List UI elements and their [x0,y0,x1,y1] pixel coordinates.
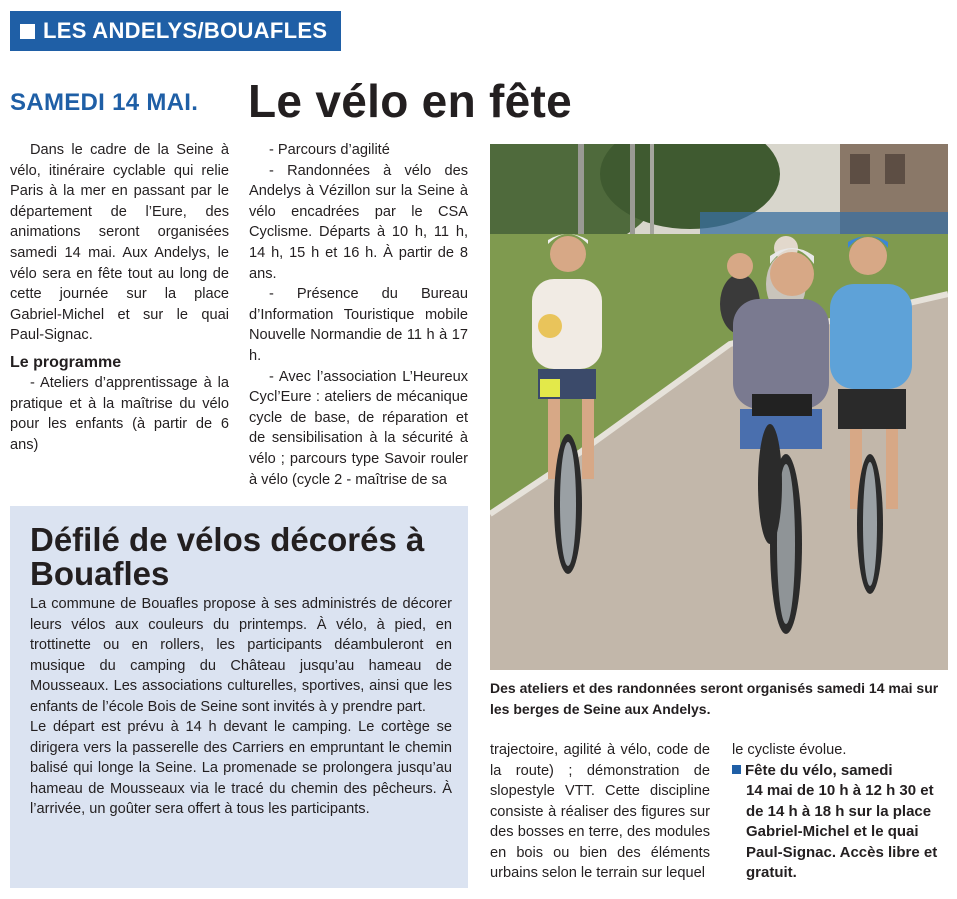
info-lead: Fête du vélo, samedi [745,761,893,779]
program-item: - Présence du Bureau d’Information Touristique mobile Nouvelle Normandie de 11 h à 17 h. [249,286,468,364]
photo-caption: Des ateliers et des randonnées seront organisés samedi 14 mai sur les berges de Seine aux Andelys. [490,680,939,717]
box-paragraph: La commune de Bouafles propose à ses administrés de décorer leurs vélos aux couleurs du printemps. À vélo, à pied, en trottinette ou en rollers, les participants déambuleront en musique du camping du Château jusqu’au hameau de Mousseaux. Les associations culturelles, sportives, ainsi que les enfants de l’école Bois de Seine sont invités à y prendre part. [30,596,452,715]
program-item: - Parcours d’agilité [269,142,390,158]
box-title: Défilé de vélos décorés à Bouafles [30,521,425,592]
program-item: - Ateliers d’apprentissage à la pratique et à la maîtrise du vélo pour les enfants (à partir de 6 ans) [10,374,229,453]
headline-kicker: SAMEDI 14 MAI. [10,89,199,116]
program-item: - Randonnées à vélo des Andelys à Vézillon sur la Seine à vélo encadrées par le CSA Cyclisme. Départs à 10 h, 11 h, 14 h, 15 h et 16 h. À partir de 8 ans. [249,162,468,282]
practical-info [732,761,952,884]
intro-paragraph: Dans le cadre de la Seine à vélo, itinéraire cyclable qui relie Paris à la mer en passant par le département de l’Eure, des animations seront organisées samedi 14 mai. Aux Andelys, le vélo sera en fête tout au long de cette journée sur la place Gabriel-Michel et sur le quai Paul-Signac. [10,142,229,344]
box-body [30,594,452,820]
info-details: 14 mai de 10 h à 12 h 30 et de 14 h à 18 h sur la place Gabriel-Michel et le quai Paul-Signac. Accès libre et gratuit. [746,782,938,881]
article-column-1 [10,140,229,455]
square-bullet-icon [20,24,35,39]
program-item: - Avec l’association L’Heureux Cycl’Eure : ateliers de mécanique cycle de base, de réparation et de sensibilisation à la sécurité à vélo ; parcours type Savoir rouler à vélo (cycle 2 - maîtrise de sa [249,368,468,488]
box-paragraph: Le départ est prévu à 14 h devant le camping. Le cortège se dirigera vers la passerelle des Carriers en empruntant le chemin balisé qui longe la Seine. La promenade se prolongera jusqu’au hameau de Mousseaux via le tracé du chemin des pêcheurs. À l’arrivée, un goûter sera offert à tous les participants. [30,719,452,817]
section-tag [10,11,341,51]
article-column-2 [249,140,468,490]
continuation-end: le cycliste évolue. [732,742,847,758]
headline-title: Le vélo en fête [248,75,573,127]
section-label: LES ANDELYS/BOUAFLES [43,18,328,43]
square-bullet-icon [732,765,741,774]
article-column-4 [732,740,952,884]
program-heading: Le programme [10,353,122,371]
cyclists-photo [490,144,948,670]
article-column-3: trajectoire, agilité à vélo, code de la route) ; démonstration de slopestyle VTT. Cette discipline consiste à réaliser des figures sur des bosses en terre, des modules en bois ou bien des éléments urbains selon le terrain sur lequel [490,742,710,881]
